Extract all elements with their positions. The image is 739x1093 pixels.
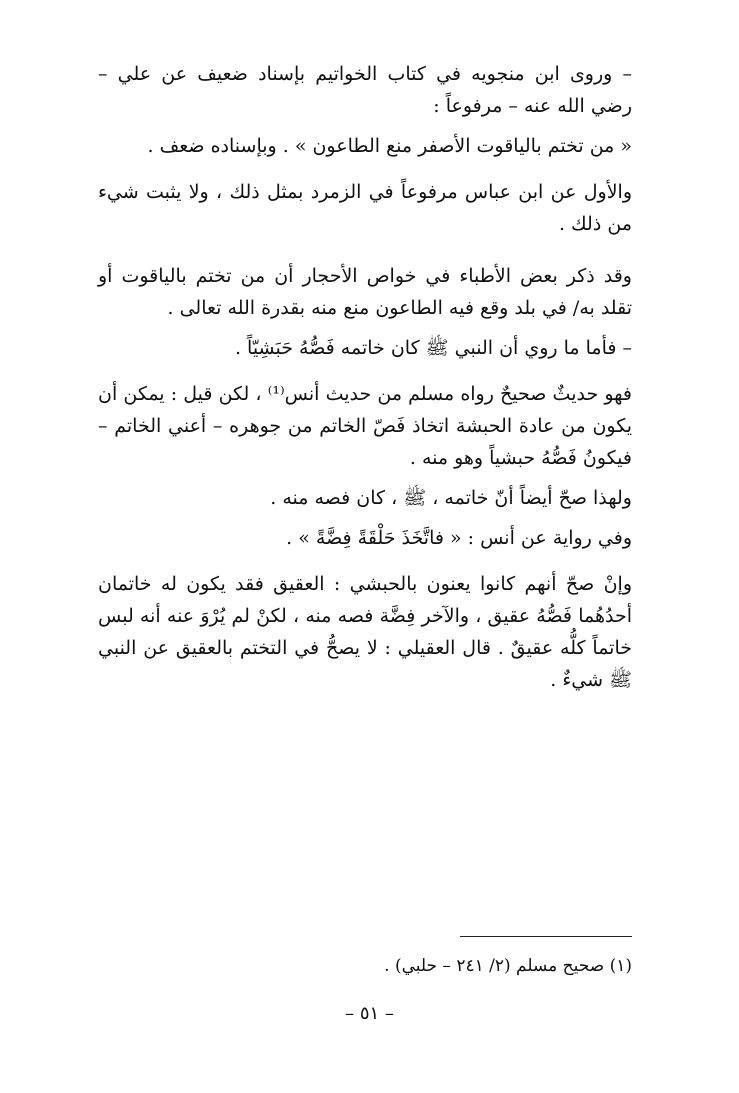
- paragraph-anas-narration: وفي رواية عن أنس : « فاتَّخَذَ حَلْقَةً فِضَّةً » .: [286, 527, 632, 549]
- paragraph-ring-stone: ولهذا صحّ أيضاً أنّ خاتمه ، ﷺ ، كان فصه منه .: [270, 487, 632, 509]
- paragraph-abyssinian-ring: – فأما ما روي أن النبي ﷺ كان خاتمه فَصُّهُ حَبَشِيّاً .: [234, 337, 632, 359]
- main-text: [98, 58, 632, 696]
- footnote-divider: [460, 936, 632, 937]
- paragraph-physicians: وقد ذكر بعض الأطباء في خواص الأحجار أن من تختم بالياقوت أو تقلد به/ في بلد وقع فيه الطاعون منع منه بقدرة الله تعالى .: [98, 265, 632, 319]
- paragraph-sahih-muslim: فهو حديثٌ صحيحٌ رواه مسلم من حديث أنس⁽¹⁾ ، لكن قيل : يمكن أن يكون من عادة الحبشة اتخاذ فَصّ الخاتم من جوهره – أعني الخاتم – فيكونُ فَصُّهُ حبشياً وهو منه .: [98, 383, 632, 469]
- paragraph-yaqut-hadith: « من تختم بالياقوت الأصفر منع الطاعون » . وبإسناده ضعف .: [147, 135, 632, 157]
- footnote: (١) صحيح مسلم (٢/ ٢٤١ – حلبي) .: [384, 956, 632, 976]
- paragraph-aqiq: وإنْ صحّ أنهم كانوا يعنون بالحبشي : العقيق فقد يكون له خاتمان أحدُهُما فَصُّهُ عقيق ، والآخر فِضَّة فصه منه ، لكنْ لم يُرْوَ عنه أنه لبس خاتماً كلُّه عقيقٌ . قال العقيلي : لا يصحُّ في التختم بالعقيق عن النبي ﷺ شيءٌ .: [98, 573, 632, 691]
- paragraph-ibn-manjawayh: – وروى ابن منجويه في كتاب الخواتيم بإسناد ضعيف عن علي – رضي الله عنه – مرفوعاً :: [98, 63, 632, 117]
- page-number: – ٥١ –: [345, 1003, 394, 1024]
- paragraph-ibn-abbas: والأول عن ابن عباس مرفوعاً في الزمرد بمثل ذلك ، ولا يثبت شيء من ذلك .: [98, 181, 632, 235]
